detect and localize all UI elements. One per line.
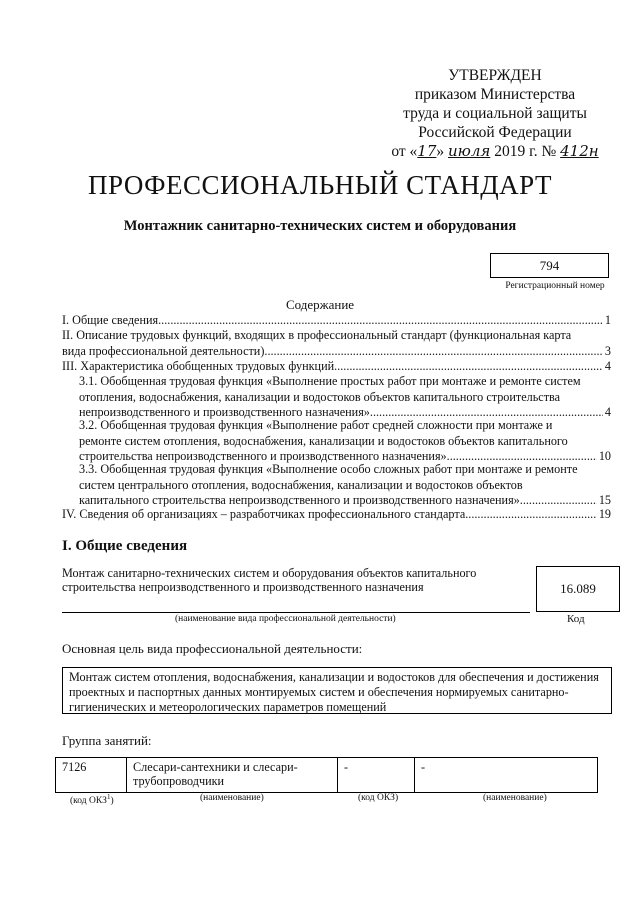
toc-item-text: строительства непроизводственного и производственного назначения» (79, 449, 447, 463)
registration-label: Регистрационный номер (505, 281, 605, 291)
toc-item-text: III. Характеристика обобщенных трудовых функций (62, 359, 335, 373)
date-day: 17 (417, 142, 437, 160)
toc-item-page: 1 (604, 313, 611, 327)
toc-item-4[interactable] (62, 507, 611, 523)
approval-line-4: Российской Федерации (418, 124, 572, 141)
section-heading: I. Общие сведения (62, 538, 188, 554)
page-title: ПРОФЕССИОНАЛЬНЫЙ СТАНДАРТ (87, 170, 553, 200)
toc-item-text: непроизводственного и производственного назначения» (79, 405, 370, 419)
toc-item-page: 4 (604, 359, 611, 373)
approval-line-1: УТВЕРЖДЕН (448, 67, 542, 84)
toc-item-3[interactable] (62, 359, 611, 375)
registration-number-box: 794 (490, 253, 609, 278)
toc-item-text: ремонте систем отопления, водоснабжения, канализации и водостоков объектов капитального (79, 433, 568, 448)
okz-name-caption: (наименование) (200, 793, 264, 803)
date-month: июля (448, 142, 491, 160)
activity-name: Монтаж санитарно-технических систем и оборудования объектов капитального строительства непроизводственного и производственного назначения (62, 566, 477, 594)
toc-item-text: вида профессиональной деятельности) (62, 343, 265, 358)
toc-item-page: 4 (604, 405, 611, 419)
toc-item-text: 3.3. Обобщенная трудовая функция «Выполнение особо сложных работ при монтаже и ремонте (79, 462, 578, 476)
activity-code-box: 16.089 (536, 566, 620, 612)
page-subtitle: Монтажник санитарно-технических систем и оборудования (123, 218, 517, 234)
table-row (56, 758, 598, 793)
okz-name-cell-2: - (415, 758, 598, 793)
order-number: 412н (560, 142, 599, 160)
date-prefix: от « (391, 143, 418, 160)
toc-item-text: 3.2. Обобщенная трудовая функция «Выполнение работ средней сложности при монтаже и (79, 418, 553, 432)
toc-item-3-2[interactable] (79, 418, 611, 465)
toc-item-text: систем центрального отопления, водоснабжения, канализации и водостоков объектов (79, 477, 523, 492)
toc-item-text: 3.1. Обобщенная трудовая функция «Выполнение простых работ при монтаже и ремонте систем (79, 374, 581, 388)
approval-line-3: труда и социальной защиты (403, 105, 587, 122)
toc-item-page: 15 (598, 493, 611, 507)
toc-item-text: II. Описание трудовых функций, входящих в профессиональный стандарт (функциональная карта (62, 328, 572, 342)
occupation-group-table (55, 757, 598, 793)
okz-code-caption-2: (код ОКЗ) (358, 793, 399, 803)
okz-code-cell: 7126 (56, 758, 127, 793)
goal-text-box: Монтаж систем отопления, водоснабжения, канализации и водостоков для обеспечения и достижения проектных и паспортных данных монтируемых систем и обеспечения нормируемых санитарно-гигиенических и метеорологических параметров помещений (62, 667, 612, 714)
toc-item-3-3[interactable] (79, 462, 611, 509)
okz-name-cell: Слесари-сантехники и слесари-трубопроводчики (127, 758, 338, 793)
group-label: Группа занятий: (62, 733, 152, 748)
activity-caption: (наименование вида профессиональной деятельности) (175, 614, 396, 624)
okz-code-cell-2: - (338, 758, 415, 793)
approval-date-line (380, 142, 610, 161)
okz-code-caption: (код ОКЗ$^1$) (70, 793, 114, 807)
activity-underline (62, 612, 530, 613)
date-year: 2019 г. № (494, 143, 557, 160)
approval-line-2: приказом Министерства (414, 86, 576, 103)
contents-heading: Содержание (285, 297, 355, 312)
okz-name-caption-2: (наименование) (483, 793, 547, 803)
goal-label: Основная цель вида профессиональной деятельности: (62, 641, 363, 656)
toc-item-page: 10 (598, 449, 611, 463)
toc-item-2[interactable] (62, 328, 611, 359)
code-caption: Код (567, 613, 585, 625)
date-mid: » (436, 143, 445, 160)
toc-item-text: отопления, водоснабжения, канализации и водостоков объектов капитального строительства (79, 389, 561, 404)
toc-item-text: I. Общие сведения (62, 313, 159, 327)
toc-item-text: капитального строительства непроизводственного и производственного назначения» (79, 493, 520, 507)
approval-block (380, 66, 610, 161)
toc-item-1[interactable] (62, 313, 611, 329)
toc-item-3-1[interactable] (79, 374, 611, 421)
toc-item-page: 19 (598, 507, 611, 521)
toc-item-text: IV. Сведения об организациях – разработчиках профессионального стандарта (62, 507, 466, 521)
toc-item-page: 3 (604, 343, 611, 358)
